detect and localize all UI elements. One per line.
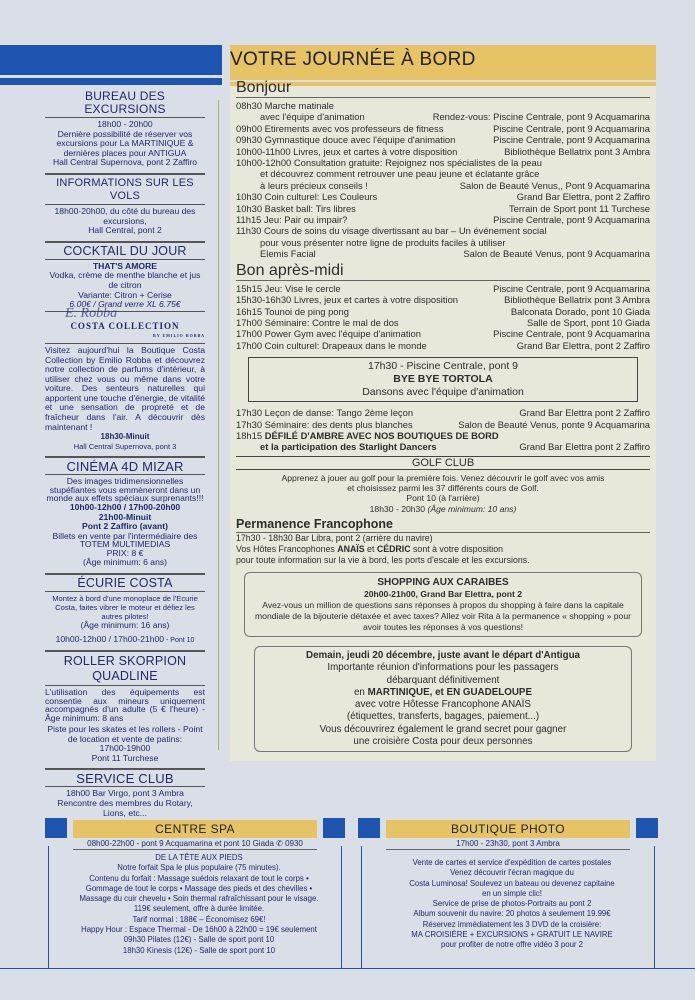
line: Demain, jeudi 20 décembre, juste avant le départ d'Antigua — [306, 649, 580, 661]
edge-line — [341, 846, 342, 968]
activity: 11h30 Cours de soins du visage divertissant au bar – Un événement social — [236, 225, 547, 237]
box-line: 17h30 - Piscine Centrale, pont 9 — [367, 360, 518, 373]
text: MARTINIQUE, et EN GUADELOUPE — [367, 686, 532, 698]
text-line: MA CROISIÈRE + EXCURSIONS + GRATUIT LE NAVIRE — [411, 930, 613, 940]
page-title: VOTRE JOURNÉE À BORD — [230, 49, 476, 70]
defile-title-line — [236, 430, 499, 441]
activity: 10h30 Basket ball: Tirs libres — [236, 202, 356, 214]
text: Des images tridimensionnelles stupéfiantes vous emmèneront dans un monde aux effets spéciaux surprenants!!! — [46, 476, 204, 504]
text-line: Gommage de tout le corps • Massage des pieds et des chevilles • — [85, 883, 313, 893]
activity: 10h00-12h00 Consultation gratuite: Rejoignez nos spécialistes de la peau — [236, 157, 542, 169]
section-title: COCKTAIL DU JOUR — [45, 245, 205, 260]
text: 18h00 Bar Virgo, pont 3 Ambra — [66, 788, 184, 799]
defile-row — [236, 430, 650, 441]
blue-square — [323, 818, 345, 838]
line: pour toute information sur la vie à bord, les ports d'escale et les excursions. — [236, 554, 530, 565]
schedule-row — [236, 100, 650, 111]
section-title: CENTRE SPA — [73, 820, 317, 838]
spa-text — [73, 853, 325, 956]
line: Vous découvrirez également le grand secret pour gagner — [319, 723, 567, 735]
location: Piscine Centrale, pont 9 Acquamarina — [493, 134, 650, 146]
edge-line — [361, 846, 362, 968]
text: Piste pour les skates et les rollers - Point de location et vente de patins: — [47, 724, 203, 744]
blue-square — [358, 818, 380, 838]
text: et choisissez parmi les 37 différents cours de Golf. — [347, 483, 539, 494]
schedule-row — [236, 134, 650, 145]
text-line: Album souvenir du navire: 20 photos à seulement 19.99€ — [413, 909, 611, 919]
location: Bibliothèque Bellatrix pont 3 Ambra — [504, 145, 650, 157]
hours: 08h00-22h00 - pont 9 Acquamarina et pont 10 Giada ✆ 0930 — [73, 838, 317, 850]
place: Pont 2 Zaffiro (avant) — [82, 521, 168, 532]
defile-title: DÉFILÉ D'AMBRE AVEC NOS BOUTIQUES DE BORD — [264, 429, 499, 441]
time: 18h30-Minuit — [100, 432, 150, 442]
section-title: ROLLER SKORPION QUADLINE — [45, 654, 205, 686]
section-title: INFORMATIONS SUR LES VOLS — [45, 177, 205, 205]
text-line: Vente de cartes et service d'expédition de cartes postales — [412, 858, 612, 867]
text-line: Massage du cuir chevelu • Soin thermal rafraîchissant pour le visage. — [79, 894, 319, 904]
text: Vodka, crème de menthe blanche et jus de citron — [49, 270, 201, 290]
line: Importante réunion d'informations pour les passagers — [327, 662, 559, 674]
text-line: Contenu du forfait : Massage suédois relaxant de tout le corps • — [89, 873, 309, 883]
schedule-row — [236, 419, 650, 430]
costa-collection — [45, 305, 205, 457]
apres-midi-list — [236, 283, 650, 351]
text-line: Notre forfait Spa le plus populaire (75 minutes). — [117, 863, 281, 873]
activity: 17h30 Leçon de danse: Tango 2ème leçon — [236, 407, 414, 419]
line: débarquant définitivement — [386, 674, 500, 686]
activity: avec l'équipe d'animation — [260, 111, 365, 123]
time-line — [236, 504, 650, 514]
time: 18h15 — [236, 429, 263, 441]
activity: 10h00-11h00 Livres, jeux et cartes à votre disposition — [236, 145, 458, 157]
place: Hall Central Supernova, pont 2 Zaffiro — [52, 157, 198, 168]
schedule-row — [236, 237, 650, 248]
box-title: SHOPPING AUX CARAIBES — [377, 576, 509, 588]
times: 10h00-12h00 / 17h00-20h00 — [69, 501, 181, 512]
tickets: Billets en vente par l'intermédiaire des TOTEM MULTIMEDIAS — [52, 530, 198, 550]
left-column — [45, 88, 205, 823]
bureau-excursions — [45, 88, 205, 173]
edge-line — [48, 846, 49, 968]
schedule-row — [236, 294, 650, 305]
service-club — [45, 768, 205, 823]
schedule-row — [236, 123, 650, 134]
section-title: ÉCURIE COSTA — [45, 577, 205, 592]
text: Dernière possibilité de réserver vos excursions pour La MARTINIQUE & dernières places pour ANTIGUA — [56, 128, 194, 158]
schedule-row — [236, 248, 650, 259]
schedule-row — [236, 180, 650, 191]
activity: Elemis Facial — [260, 248, 316, 260]
schedule-row — [236, 111, 650, 122]
time: 18h00 - 20h00 — [97, 119, 153, 129]
schedule — [236, 78, 650, 752]
schedule-row — [236, 306, 650, 317]
time: 20h00-21h00, Grand Bar Elettra, pont 2 — [363, 588, 523, 599]
activity: et découvrez comment retrouver une peau jeune et éclatante grâce — [260, 168, 540, 180]
place: Hall Central, pont 2 — [88, 225, 162, 236]
line: (étiquettes, transferts, bagages, paiement...) — [346, 711, 540, 723]
location: Rendez-vous: Piscine Centrale, pont 9 Acquamarina — [432, 111, 650, 123]
text: Avez-vous un million de questions sans réponses à propos du shopping à faire dans la capitale mondiale de la bijouterie détaxée et avec taxes? Allez voir Rita à la permanence « shopping » pour avoir toutes les réponses à vos questions! — [255, 599, 631, 632]
text: Vos Hôtes Francophones — [236, 543, 338, 554]
location: Grand Bar Elettra, pont 2 Zaffiro — [516, 339, 650, 351]
text-line: Venez découvrir l'écran magique du — [450, 868, 574, 878]
place: Grand Bar Elettra pont 2 Zaffiro — [519, 441, 650, 453]
cinema-4d — [45, 456, 205, 572]
times2: 21h00-Minuit — [98, 511, 152, 522]
location: Salon de Beauté Venus, ponte 9 Acquamarina — [458, 418, 650, 430]
rules: L'utilisation des équipements est consentie aux mineurs uniquement accompagnés d'un adulte (5 € l'heure) - Âge minimum: 8 ans — [45, 687, 205, 723]
location: Salon de Beauté Venus,, Pont 9 Acquamarina — [459, 179, 650, 191]
signature: E. Robba — [65, 305, 118, 321]
times-line — [45, 635, 205, 646]
location: Balconata Dorado, pont 10 Giada — [510, 305, 650, 317]
host-name: ANAÏS — [337, 543, 365, 554]
line — [236, 544, 650, 555]
line: avec votre Hôtesse Francophone ANAÏS — [355, 699, 531, 711]
schedule-row — [236, 407, 650, 418]
logo-sub: BY EMILIO ROBBA — [153, 333, 205, 339]
bottom-rule — [0, 968, 695, 969]
text-line: 09h30 Pilates (12€) - Salle de sport pont 10 — [123, 935, 275, 945]
cocktail-du-jour — [45, 241, 205, 311]
left-header-band — [0, 45, 222, 75]
edge-line — [654, 846, 655, 968]
logo-text: COSTA COLLECTION — [70, 320, 180, 331]
defile-sub: et la participation des Starlight Dancers — [260, 441, 437, 453]
line: une croisière Costa pour deux personnes — [353, 736, 533, 748]
box-title: BYE BYE TORTOLA — [393, 373, 493, 386]
schedule-row — [236, 168, 650, 179]
permanence-heading: Permanence Francophone — [236, 517, 650, 533]
price: PRIX: 8 € — [106, 547, 144, 558]
schedule-row — [236, 283, 650, 294]
text-line: en un simple clic! — [482, 888, 542, 898]
activity: 17h30 Séminaire: des dents plus blanches — [236, 418, 413, 430]
shopping-box — [244, 572, 642, 637]
place: Hall Central Supernova, pont 3 — [73, 441, 177, 451]
section-title: SERVICE CLUB — [45, 772, 205, 787]
activity: 08h30 Marche matinale — [236, 100, 334, 111]
age: (Âge minimum: 6 ans) — [82, 557, 168, 568]
text: Apprenez à jouer au golf pour la première fois. Venez découvrir le golf avec vos amis — [281, 472, 605, 483]
activity: 17h00 Power Gym avec l'équipe d'animation — [236, 328, 421, 340]
activity: à leurs précieux conseils ! — [260, 179, 368, 191]
activity: 17h00 Coin culturel: Drapeaux dans le monde — [236, 339, 427, 351]
text-line: DE LA TÊTE AUX PIEDS — [155, 853, 243, 862]
schedule-row — [236, 328, 650, 339]
blue-square — [45, 818, 67, 838]
line — [258, 687, 628, 699]
text-line: Costa Luminosa! Soulevez un bateau ou devenez capitaine — [409, 878, 615, 888]
text-line: 18h30 Kinesis (12€) - Salle de sport pont 10 — [122, 945, 276, 955]
text: sont à votre disposition — [410, 543, 503, 554]
defile-row-2 — [236, 441, 650, 452]
schedule-row — [236, 225, 650, 236]
schedule-row — [236, 340, 650, 351]
location: Piscine Centrale, pont 9 Acquamarina — [493, 214, 650, 226]
left-header-stripe — [0, 78, 222, 85]
text: 18h00-20h00, du côté du bureau des excursions, — [54, 205, 196, 226]
activity: pour vous présenter notre ligne de produits faciles à utiliser — [260, 236, 506, 248]
bye-bye-tortola-box — [248, 357, 638, 402]
activity: 11h15 Jeu: Pair ou impair? — [236, 214, 348, 226]
bonjour-list — [236, 100, 650, 260]
text2: Rencontre des membres du Rotary, Lions, etc... — [57, 798, 193, 818]
location: Grand Bar Elettra pont 2 Zaffiro — [519, 407, 650, 419]
cocktail-name: THAT'S AMORE — [92, 260, 158, 271]
informations-vols — [45, 173, 205, 241]
times: 10h00-12h00 / 17h00-21h00 — [55, 633, 165, 644]
activity: 09h30 Gymnastique douce avec l'équipe d'animation — [236, 134, 456, 146]
place: Pont 10 (à l'arrière) — [406, 493, 480, 504]
place: Pont 11 Turchese — [91, 752, 159, 763]
location: Grand Bar Elettra, pont 2 Zaffiro — [516, 191, 650, 203]
activity: 09h00 Etirements avec vos professeurs de fitness — [236, 122, 444, 134]
text: Montez à bord d'une monoplace de l'Ecurie Costa, faites vibrer le moteur et défiez les autres pilotes! — [52, 593, 198, 621]
demain-box — [254, 646, 632, 752]
text: Visitez aujourd'hui la Boutique Costa Collection by Emilio Robba et découvrez notre collection de parfums d'intérieur, à utiliser chez vous ou même dans votre voiture. Des senteurs naturelles qui apportent une touche d'énergie, de vitalité et une sensation de propreté et de fraîcheur dans l'air. A découvrir dès maintenant ! — [45, 344, 205, 432]
text-line: pour profiter de notre offre vidéo 3 pour 2 — [440, 940, 584, 950]
schedule-row — [236, 203, 650, 214]
text: et — [364, 543, 377, 554]
location: Piscine Centrale, pont 9 Acquamarina — [493, 328, 650, 340]
activity: 16h15 Tounoi de ping pong — [236, 305, 349, 317]
activity: 15h15 Jeu: Vise le cercle — [236, 282, 341, 294]
schedule-row — [236, 317, 650, 328]
column-divider — [218, 100, 219, 750]
location: Bibliothèque Bellatrix pont 3 Ambra — [504, 294, 650, 306]
host-name: CÉDRIC — [376, 543, 411, 554]
section-title: BOUTIQUE PHOTO — [386, 820, 630, 838]
bonjour-heading: Bonjour — [236, 78, 650, 98]
text-line: Service de prise de photos-Portraits au pont 2 — [432, 899, 592, 909]
text: en — [353, 686, 368, 698]
text-line: Tarif normal : 188€ – Économisez 69€! — [132, 914, 266, 924]
activity: 15h30-16h30 Livres, jeux et cartes à votre disposition — [236, 294, 459, 306]
age: (Âge minimum: 16 ans) — [80, 619, 170, 630]
location: Piscine Centrale, pont 9 Acquamarina — [493, 122, 650, 134]
blue-square — [636, 818, 658, 838]
activity: 17h00 Séminaire: Contre le mal de dos — [236, 316, 399, 328]
box-line: Dansons avec l'équipe d'animation — [362, 386, 524, 399]
section-title: CINÉMA 4D MIZAR — [45, 460, 205, 475]
line: 17h30 - 18h30 Bar Libra, pont 2 (arrière du navire) — [236, 532, 433, 543]
golf-club-title: GOLF CLUB — [236, 456, 650, 470]
schedule-row — [236, 214, 650, 225]
text-line: Happy Hour : Espace Thermal - De 16h00 à 22h00 = 19€ seulement — [81, 925, 317, 935]
costa-collection-logo — [45, 305, 205, 343]
apres-midi-list-2 — [236, 407, 650, 430]
centre-spa — [45, 818, 345, 968]
variant: Variante: Citron + Cerise — [78, 289, 172, 300]
place: - Pont 10 — [164, 636, 195, 644]
schedule-row — [236, 191, 650, 202]
text-line: 119€ seulement, offre à durée limitée. — [133, 904, 265, 914]
time: 18h30 - 20h30 — [369, 503, 426, 514]
location: Terrain de Sport pont 11 Turchese — [508, 202, 650, 214]
activity: 10h30 Coin culturel: Les Couleurs — [236, 191, 378, 203]
time: 17h00-19h00 — [99, 743, 151, 754]
location: Salon de Beauté Venus, pont 9 Acquamarina — [463, 248, 650, 260]
price: 6.00€ / Grand verre XL 6.75€ — [69, 299, 181, 310]
golf-club — [236, 473, 650, 514]
permanence — [236, 533, 650, 566]
apres-midi-heading: Bon après-midi — [236, 261, 650, 281]
ecurie-costa — [45, 573, 205, 650]
roller-skorpion — [45, 650, 205, 768]
schedule-row — [236, 157, 650, 168]
photo-text — [386, 858, 638, 951]
boutique-photo — [358, 818, 658, 968]
location: Piscine Centrale, pont 9 Acquamarina — [493, 282, 650, 294]
age: (Âge minimum: 10 ans) — [427, 503, 517, 514]
schedule-row — [236, 146, 650, 157]
hours: 17h00 - 23h30, pont 3 Ambra — [386, 838, 630, 850]
location: Salle de Sport, pont 10 Giada — [526, 316, 650, 328]
text-line: Réservez immédiatement les 3 DVD de la croisière: — [422, 919, 602, 929]
section-title: BUREAU DES EXCURSIONS — [45, 90, 205, 118]
